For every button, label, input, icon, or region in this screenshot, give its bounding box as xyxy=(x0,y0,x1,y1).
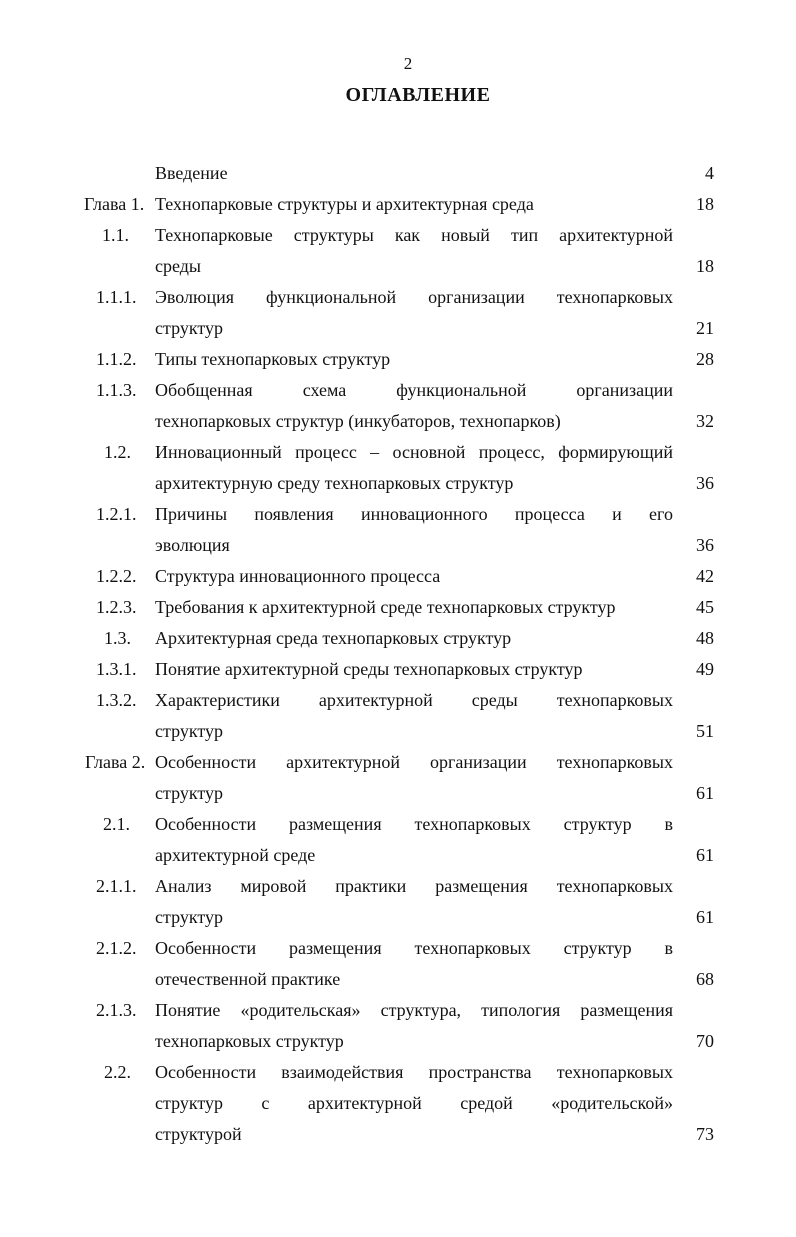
page-title: ОГЛАВЛЕНИЕ xyxy=(345,84,491,106)
toc-entry-number: Глава 2. xyxy=(85,752,146,772)
toc-entry-title: Технопарковые структуры и архитектурная среда xyxy=(155,194,534,214)
toc-entry-title: Эволюция функциональной организации технопарковых структур xyxy=(155,287,673,338)
toc-entry-title: Структура инновационного процесса xyxy=(155,566,441,586)
toc-entry-title: Характеристики архитектурной среды технопарковых структур xyxy=(155,690,673,741)
toc-entry-number: 2.2. xyxy=(104,1062,131,1082)
page-number: 2 xyxy=(403,54,413,73)
toc-entry-number: 1.2.2. xyxy=(96,566,137,586)
toc-entry-number: 1.1.3. xyxy=(96,380,137,400)
toc-entry-title: Введение xyxy=(155,163,228,183)
toc-entry-number: 1.3. xyxy=(104,628,131,648)
toc-entry-number: 2.1. xyxy=(103,814,130,834)
toc-entry-title: Причины появления инновационного процесса и его эволюция xyxy=(155,504,673,555)
toc-entry-title: Архитектурная среда технопарковых структур xyxy=(155,628,512,648)
toc-entry-number: 2.1.3. xyxy=(96,1000,137,1020)
toc-entry-number: 1.1.1. xyxy=(96,287,137,307)
toc-entry-number: 1.2. xyxy=(104,442,131,462)
toc-entry-number: 2.1.2. xyxy=(96,938,137,958)
toc-entry-page: 49 xyxy=(696,659,714,679)
toc-entry-number: Глава 1. xyxy=(84,194,145,214)
toc-entry-number: 1.1.2. xyxy=(96,349,137,369)
toc-entry-title: Обобщенная схема функциональной организации технопарковых структур (инкубаторов, технопарков) xyxy=(155,380,673,431)
toc-entry-page: 28 xyxy=(696,349,714,369)
toc-entry-title: Особенности взаимодействия пространства технопарковых структур с архитектурной средой «родительской» структурой xyxy=(155,1062,673,1144)
toc-entry-title: Типы технопарковых структур xyxy=(155,349,391,369)
toc-entry-number: 2.1.1. xyxy=(96,876,137,896)
toc-entry-page: 4 xyxy=(705,163,714,183)
toc-entry-page: 61 xyxy=(696,845,714,865)
toc-entry-page: 36 xyxy=(696,535,714,555)
toc-entry-page: 70 xyxy=(696,1031,714,1051)
toc-entry-title: Технопарковые структуры как новый тип архитектурной среды xyxy=(155,225,673,276)
toc-entry-number: 1.3.2. xyxy=(96,690,137,710)
toc-entry-number: 1.3.1. xyxy=(96,659,137,679)
toc-entry-title: Инновационный процесс – основной процесс, формирующий архитектурную среду технопарковых структур xyxy=(155,442,673,493)
toc-entry-page: 36 xyxy=(696,473,714,493)
toc-entry-title: Анализ мировой практики размещения технопарковых структур xyxy=(155,876,673,927)
toc-entry-page: 73 xyxy=(696,1124,714,1144)
toc-entry-page: 21 xyxy=(696,318,714,338)
toc-entry-page: 42 xyxy=(696,566,714,586)
toc-entry-page: 61 xyxy=(696,783,714,803)
toc-entry-page: 51 xyxy=(696,721,714,741)
toc-entry-page: 32 xyxy=(696,411,714,431)
toc-entry-title: Особенности архитектурной организации технопарковых структур xyxy=(155,752,673,803)
toc-entry-number: 1.2.1. xyxy=(96,504,137,524)
toc-entry-page: 61 xyxy=(696,907,714,927)
toc-entry-number: 1.1. xyxy=(102,225,129,245)
toc-entry-number: 1.2.3. xyxy=(96,597,137,617)
toc-entry-title: Понятие архитектурной среды технопарковых структур xyxy=(155,659,583,679)
toc-entry-title: Требования к архитектурной среде технопарковых структур xyxy=(155,597,616,617)
toc-entry-page: 48 xyxy=(696,628,714,648)
toc-entry-title: Особенности размещения технопарковых структур в архитектурной среде xyxy=(155,814,673,865)
toc-entry-title: Понятие «родительская» структура, типология размещения технопарковых структур xyxy=(155,1000,673,1051)
toc-entry-page: 18 xyxy=(696,256,714,276)
toc-entry-page: 45 xyxy=(696,597,714,617)
toc-entry-title: Особенности размещения технопарковых структур в отечественной практике xyxy=(155,938,673,989)
toc-entry-page: 18 xyxy=(696,194,714,214)
toc-entry-page: 68 xyxy=(696,969,714,989)
